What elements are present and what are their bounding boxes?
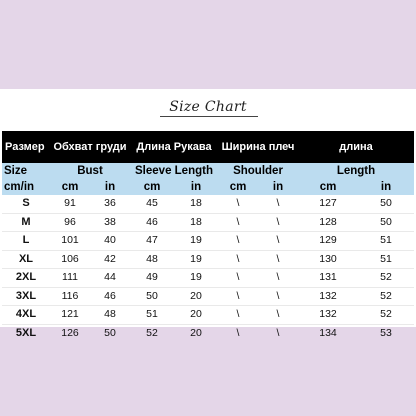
- sleeve-cm-cell: 45: [130, 195, 174, 213]
- shoulder-in-cell: \: [258, 232, 298, 251]
- size-cell: 3XL: [2, 287, 50, 306]
- bust-in-cell: 50: [104, 326, 116, 339]
- sleeve-in-cell: 18: [174, 195, 218, 213]
- unit-sleeve-in: in: [174, 179, 218, 195]
- bust-in-cell: 36: [90, 195, 130, 213]
- sleeve-cm-cell: 52: [146, 326, 158, 339]
- length-cm-cell: 132: [298, 287, 358, 306]
- length-in-cell: 51: [358, 232, 414, 251]
- length-in-cell: 52: [358, 306, 414, 325]
- header-row-ru: [2, 131, 414, 163]
- header-size-ru: Размер: [2, 131, 50, 163]
- sleeve-cm-cell: 48: [130, 250, 174, 269]
- size-cell: S: [2, 195, 50, 213]
- bust-cm-cell: 126: [61, 326, 79, 339]
- size-chart-card: [0, 89, 416, 339]
- table-row: [2, 213, 414, 232]
- size-cell: L: [2, 232, 50, 251]
- size-cell: 2XL: [2, 269, 50, 288]
- bust-in-cell: 48: [90, 306, 130, 325]
- length-in-cell: 51: [358, 250, 414, 269]
- shoulder-in-cell: \: [258, 250, 298, 269]
- header-bust-ru: Обхват груди: [50, 131, 130, 163]
- bust-cm-cell: 91: [50, 195, 90, 213]
- unit-bust-cm: cm: [50, 179, 90, 195]
- length-in-cell: 52: [358, 287, 414, 306]
- bust-in-cell: 46: [90, 287, 130, 306]
- size-cell: M: [2, 213, 50, 232]
- sleeve-in-cell: 18: [174, 213, 218, 232]
- size-cell: XL: [2, 250, 50, 269]
- length-in-cell: 52: [358, 269, 414, 288]
- sleeve-in-cell: 19: [174, 232, 218, 251]
- bust-cm-cell: 101: [50, 232, 90, 251]
- table-row: [2, 287, 414, 306]
- bust-cm-cell: 121: [50, 306, 90, 325]
- shoulder-cm-cell: \: [218, 195, 258, 213]
- shoulder-in-cell: \: [276, 326, 280, 339]
- length-in-cell: 50: [358, 213, 414, 232]
- sleeve-in-cell: 19: [174, 269, 218, 288]
- shoulder-in-cell: \: [258, 287, 298, 306]
- unit-length-cm: cm: [298, 179, 358, 195]
- size-table: [2, 131, 414, 342]
- unit-shoulder-in: in: [258, 179, 298, 195]
- bust-in-cell: 44: [90, 269, 130, 288]
- title-area: [0, 89, 416, 125]
- table-row: [2, 195, 414, 213]
- length-cm-cell: 128: [298, 213, 358, 232]
- length-cm-cell: 132: [298, 306, 358, 325]
- chart-title: Size Chart: [169, 99, 247, 115]
- table-row: [2, 269, 414, 288]
- header-bust-en: Bust: [50, 163, 130, 179]
- table-row: [2, 306, 414, 325]
- bust-cm-cell: 116: [50, 287, 90, 306]
- length-cm-cell: 131: [298, 269, 358, 288]
- header-sleeve-ru: Длина Рукава: [130, 131, 218, 163]
- bust-in-cell: 38: [90, 213, 130, 232]
- table-row: [2, 324, 414, 342]
- size-cell: 4XL: [2, 306, 50, 325]
- shoulder-cm-cell: \: [218, 250, 258, 269]
- shoulder-cm-cell: \: [236, 326, 240, 339]
- sleeve-cm-cell: 47: [130, 232, 174, 251]
- sleeve-in-cell: 19: [174, 250, 218, 269]
- shoulder-cm-cell: \: [218, 269, 258, 288]
- table-row: [2, 250, 414, 269]
- title-underline: [160, 116, 258, 117]
- length-cm-cell: 130: [298, 250, 358, 269]
- shoulder-in-cell: \: [258, 306, 298, 325]
- unit-shoulder-cm: cm: [218, 179, 258, 195]
- length-in-cell: 50: [358, 195, 414, 213]
- unit-bust-in: in: [90, 179, 130, 195]
- shoulder-in-cell: \: [258, 213, 298, 232]
- header-shoulder-ru: Ширина плеч: [218, 131, 298, 163]
- size-cell: 5XL: [15, 326, 37, 339]
- shoulder-cm-cell: \: [218, 287, 258, 306]
- sleeve-in-cell: 20: [174, 306, 218, 325]
- shoulder-in-cell: \: [258, 269, 298, 288]
- bust-cm-cell: 106: [50, 250, 90, 269]
- header-length-en: Length: [298, 163, 414, 179]
- unit-length-in: in: [358, 179, 414, 195]
- sleeve-in-cell: 20: [174, 287, 218, 306]
- shoulder-cm-cell: \: [218, 232, 258, 251]
- length-cm-cell: 129: [298, 232, 358, 251]
- table-row: [2, 232, 414, 251]
- bust-cm-cell: 96: [50, 213, 90, 232]
- sleeve-cm-cell: 49: [130, 269, 174, 288]
- sleeve-cm-cell: 51: [130, 306, 174, 325]
- bust-cm-cell: 111: [50, 269, 90, 288]
- length-in-cell: 53: [380, 326, 392, 339]
- unit-sleeve-cm: cm: [130, 179, 174, 195]
- shoulder-in-cell: \: [258, 195, 298, 213]
- header-row-en: [2, 163, 414, 179]
- header-length-ru: длина: [298, 131, 414, 163]
- shoulder-cm-cell: \: [218, 213, 258, 232]
- header-size-en: Size: [2, 163, 50, 179]
- shoulder-cm-cell: \: [218, 306, 258, 325]
- header-row-units: [2, 179, 414, 195]
- header-sleeve-en: Sleeve Length: [130, 163, 218, 179]
- sleeve-cm-cell: 46: [130, 213, 174, 232]
- header-shoulder-en: Shoulder: [218, 163, 298, 179]
- sleeve-cm-cell: 50: [130, 287, 174, 306]
- bust-in-cell: 42: [90, 250, 130, 269]
- length-cm-cell: 127: [298, 195, 358, 213]
- length-cm-cell: 134: [319, 326, 337, 339]
- bust-in-cell: 40: [90, 232, 130, 251]
- unit-size: cm/in: [2, 179, 50, 195]
- sleeve-in-cell: 20: [190, 326, 202, 339]
